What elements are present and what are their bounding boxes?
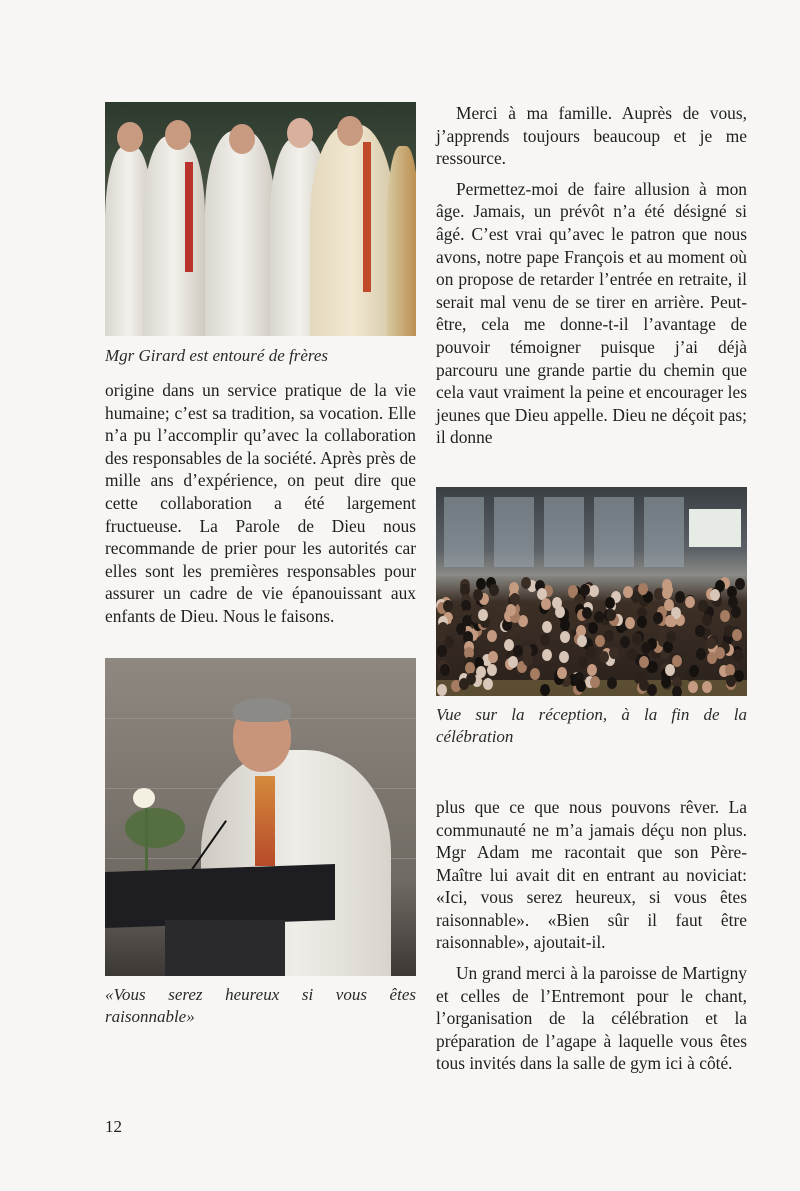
crowd-figure xyxy=(665,664,675,676)
crowd-figure xyxy=(720,610,730,622)
left-column xyxy=(105,102,416,1028)
crowd-figure xyxy=(530,668,540,680)
crowd-figure xyxy=(489,584,499,596)
crowd-figure xyxy=(443,600,453,612)
crowd-figure xyxy=(453,605,463,617)
crowd-figure xyxy=(726,675,736,687)
crowd-figure xyxy=(542,649,552,661)
crowd-figure xyxy=(473,589,483,601)
page-number: 12 xyxy=(105,1117,122,1136)
crowd-figure xyxy=(487,664,497,676)
crowd-figure xyxy=(715,647,725,659)
crowd-figure xyxy=(586,646,596,658)
photo3-caption: «Vous serez heureux si vous êtes raisonnable» xyxy=(105,984,416,1026)
crowd-figure xyxy=(698,600,708,612)
crowd-figure xyxy=(732,629,742,641)
crowd-figure xyxy=(483,678,493,690)
crowd-figure xyxy=(672,686,682,696)
crowd-figure xyxy=(576,680,586,692)
crowd-figure xyxy=(625,617,635,629)
crowd-figure xyxy=(695,625,705,637)
crowd-figure xyxy=(555,606,565,618)
crowd-figure xyxy=(605,597,615,609)
crowd-figure xyxy=(589,585,599,597)
crowd-figure xyxy=(580,584,590,596)
crowd-figure xyxy=(606,609,616,621)
crowd-figure xyxy=(528,603,538,615)
crowd-figure xyxy=(437,684,447,696)
crowd-figure xyxy=(506,604,516,616)
crowd-figure xyxy=(540,684,550,696)
crowd-figure xyxy=(685,596,695,608)
crowd-figure xyxy=(620,636,630,648)
crowd-figure xyxy=(595,635,605,647)
crowd-figure xyxy=(666,631,676,643)
crowd-figure xyxy=(594,611,604,623)
crowd-figure xyxy=(541,598,551,610)
crowd-figure xyxy=(438,622,448,634)
crowd-figure xyxy=(607,677,617,689)
crowd-figure xyxy=(513,645,523,657)
crowd-figure xyxy=(688,681,698,693)
crowd-figure xyxy=(641,642,651,654)
crowd-figure xyxy=(542,621,552,633)
crowd-figure xyxy=(540,634,550,646)
crowd-figure xyxy=(487,630,497,642)
crowd-figure xyxy=(588,622,598,634)
crowd-figure xyxy=(587,664,597,676)
right-paragraph-4: Un grand merci à la paroisse de Martigny et celles de l’Entremont pour le chant, l’organisation de la célébration et la préparation de l’agape à laquelle vous êtes tous invités dans la salle de gym ici à côté. xyxy=(436,963,747,1074)
crowd-figure xyxy=(653,612,663,624)
left-paragraph-1: origine dans un service pratique de la vie humaine; c’est sa tradition, sa vocation. Elle n’a pu l’accomplir qu’avec la collaboration des responsables de la société. Après près de mille ans d’expérience, on peut dire que cette collaboration a été largement fructueuse. La Parole de Dieu nous recommande de prier pour les autorités car elles sont les premières responsables pour assurer un cadre de vie épanouissant aux enfants de Dieu. Nous le faisons. xyxy=(105,380,416,626)
crowd-figure xyxy=(522,645,532,657)
crowd-figure xyxy=(599,651,609,663)
crowd-figure xyxy=(440,664,450,676)
crowd-figure xyxy=(696,648,706,660)
crowd-figure xyxy=(476,666,486,678)
right-paragraph-1: Merci à ma famille. Auprès de vous, j’apprends toujours beaucoup et je me ressource. xyxy=(436,103,747,169)
crowd-figure xyxy=(478,609,488,621)
crowd-figure xyxy=(604,630,614,642)
crowd-figure xyxy=(702,614,712,626)
photo-clergy-group xyxy=(105,102,416,336)
photo-reception-hall xyxy=(436,487,747,696)
crowd-figure xyxy=(638,583,648,595)
crowd-figure xyxy=(623,586,633,598)
crowd-figure xyxy=(456,623,466,635)
crowd-figure xyxy=(466,673,476,685)
crowd-figure xyxy=(622,604,632,616)
crowd-figure xyxy=(637,616,647,628)
crowd-figure xyxy=(437,645,447,657)
crowd-figure xyxy=(648,661,658,673)
crowd-figure xyxy=(735,578,745,590)
photo1-caption: Mgr Girard est entouré de frères xyxy=(105,346,329,365)
crowd-figure xyxy=(560,631,570,643)
right-column xyxy=(436,102,747,1075)
crowd-figure xyxy=(689,665,699,677)
crowd-figure xyxy=(578,656,588,668)
crowd-figure xyxy=(728,596,738,608)
crowd-figure xyxy=(733,649,743,661)
right-paragraph-3: plus que ce que nous pouvons rêver. La communauté ne m’a jamais déçu non plus. Mgr Adam me racontait que son Père-Maître lui avait dit en entrant au noviciat: «Ici, vous serez heureux, si vous êtes raisonnable». «Bien sûr il faut être raisonnable», ajoutait-il. xyxy=(436,796,747,953)
crowd-figure xyxy=(510,593,520,605)
crowd-figure xyxy=(702,681,712,693)
crowd-figure xyxy=(675,591,685,603)
crowd-figure xyxy=(609,647,619,659)
crowd-figure xyxy=(627,649,637,661)
crowd-figure xyxy=(488,651,498,663)
crowd-figure xyxy=(557,667,567,679)
crowd-figure xyxy=(590,676,600,688)
crowd-figure xyxy=(639,679,649,691)
crowd-figure xyxy=(521,577,531,589)
crowd-figure xyxy=(639,656,649,668)
crowd-figure xyxy=(710,589,720,601)
right-paragraph-2: Permettez-moi de faire allusion à mon âge. Jamais, un prévôt n’a été désigné si âgé. C’est vrai qu’avec le patron que nous avons, notre pape François et au moment où on propose de retarder l’entrée en retraite, il serait mal venu de se tirer en arrière. Peut-être, cela me donne-t-il l’avantage de pouvoir témoigner puisque j’ai déjà parcouru une grande partie du chemin que cela vaut vraiment la peine et encourager les jeunes que Dieu appelle. Dieu ne déçoit pas; il donne xyxy=(436,178,747,448)
crowd-figure xyxy=(662,587,672,599)
crowd-figure xyxy=(560,619,570,631)
photo2-caption: Vue sur la réception, à la fin de la célébration xyxy=(436,704,747,746)
crowd-figure xyxy=(706,637,716,649)
crowd-figure xyxy=(665,615,675,627)
crowd-figure xyxy=(577,635,587,647)
photo-priest-reading xyxy=(105,658,416,976)
crowd-figure xyxy=(559,651,569,663)
crowd-figure xyxy=(582,607,592,619)
crowd-figure xyxy=(508,656,518,668)
crowd-figure xyxy=(632,633,642,645)
crowd-figure xyxy=(661,676,671,688)
